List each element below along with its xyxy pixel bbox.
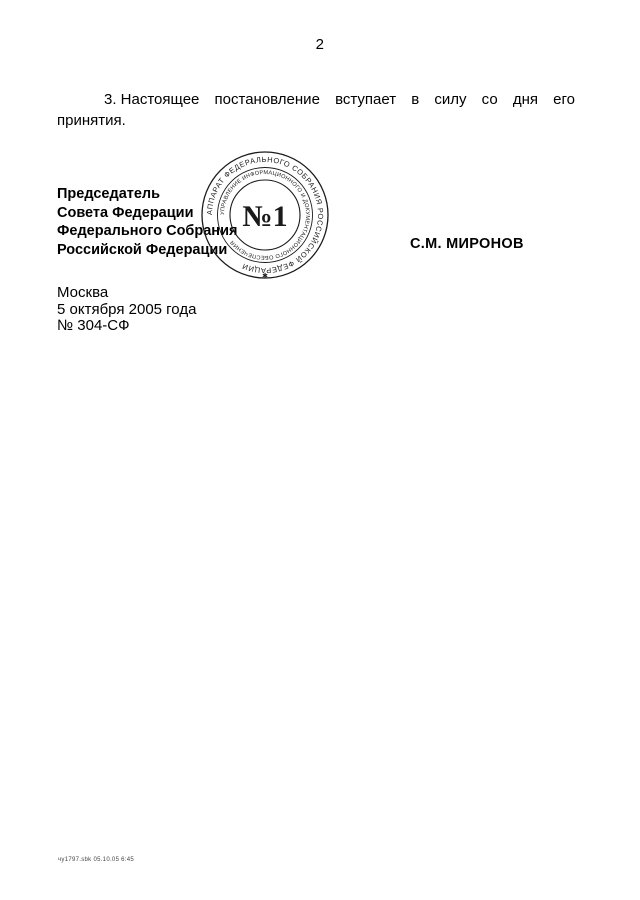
seal-outer-text: АППАРАТ ФЕДЕРАЛЬНОГО СОБРАНИЯ РОССИЙСКОЙ ФЕДЕРАЦИИ bbox=[204, 154, 326, 276]
signatory-line: Федерального Собрания bbox=[57, 223, 238, 239]
seal-number: №1 bbox=[242, 200, 288, 233]
official-seal-stamp bbox=[200, 150, 330, 280]
signatory-line: Российской Федерации bbox=[57, 241, 228, 258]
clause-paragraph bbox=[57, 89, 575, 131]
seal-inner-text: УПРАВЛЕНИЕ ИНФОРМАЦИОННОГО И ДОКУМЕНТАЦИОННОГО ОБЕСПЕЧЕНИЯ bbox=[219, 169, 311, 261]
page-number: 2 bbox=[315, 36, 325, 53]
seal-star-icon: ✱ bbox=[262, 273, 268, 280]
place-and-date-block bbox=[57, 285, 196, 335]
clause-word: силу bbox=[434, 91, 467, 108]
clause-word: 3. Настоящее bbox=[104, 91, 200, 108]
signatory-line: Совета Федерации bbox=[57, 204, 194, 221]
clause-word: в bbox=[411, 91, 420, 108]
clause-word: постановление bbox=[214, 91, 320, 108]
clause-word: его bbox=[553, 91, 575, 108]
clause-second-line: принятия. bbox=[57, 112, 126, 129]
signatory-line: Председатель bbox=[57, 186, 161, 202]
city: Москва bbox=[57, 284, 109, 301]
clause-first-line bbox=[57, 89, 575, 110]
clause-word: дня bbox=[512, 91, 539, 108]
document-number: № 304-СФ bbox=[57, 317, 130, 334]
footer-reference-code: чу1797.sbk 05.10.05 6:45 bbox=[58, 857, 135, 863]
clause-word: со bbox=[481, 91, 498, 108]
clause-word: вступает bbox=[335, 91, 397, 108]
signer-name: С.М. МИРОНОВ bbox=[410, 236, 524, 252]
date: 5 октября 2005 года bbox=[57, 300, 197, 318]
